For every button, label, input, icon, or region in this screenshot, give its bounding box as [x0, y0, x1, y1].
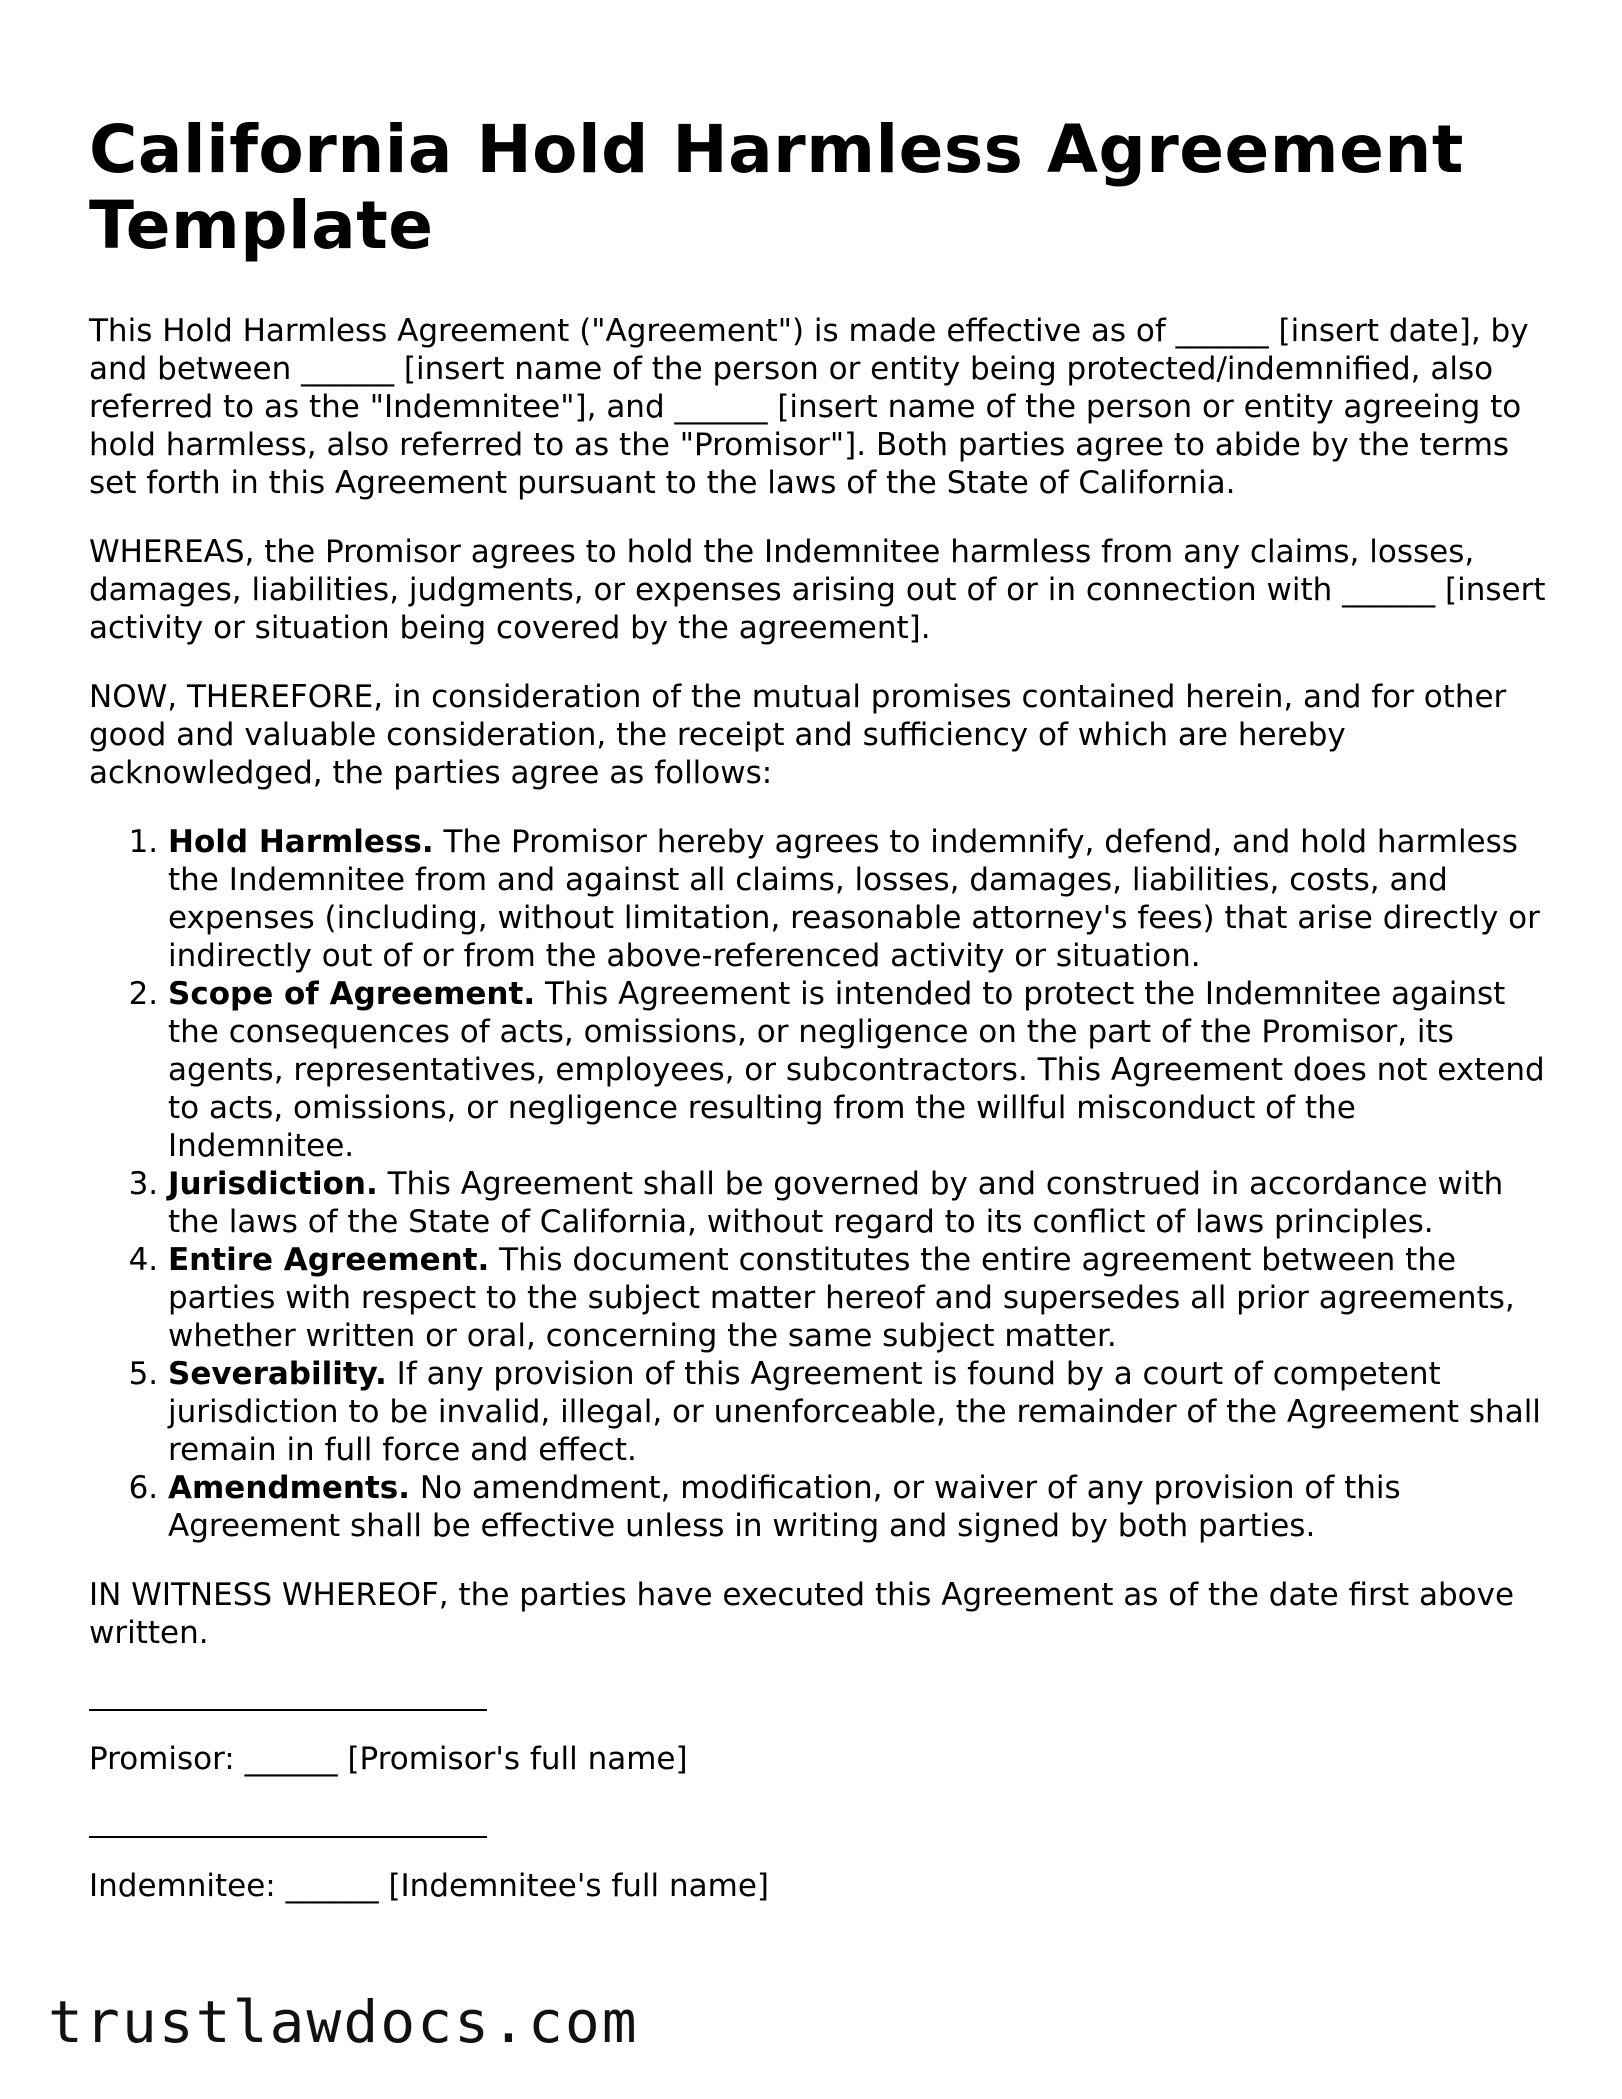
term-text: This document constitutes the entire agreement between the parties with respect to the subject matter hereof and supersedes all prior agreements, whether written or oral, concerning the same subject matter.	[168, 1242, 1515, 1354]
term-item-scope	[168, 975, 1549, 1165]
term-text: The Promisor hereby agrees to indemnify, defend, and hold harmless the Indemnitee from and against all claims, losses, damages, liabilities, costs, and expenses (including, without limitation, reasonable attorney's fees) that arise directly or indirectly out of or from the above-referenced activity or situation.	[168, 824, 1540, 974]
term-text: If any provision of this Agreement is found by a court of competent jurisdiction to be invalid, illegal, or unenforceable, the remainder of the Agreement shall remain in full force and effect.	[168, 1356, 1541, 1468]
page-title: California Hold Harmless Agreement Template	[89, 111, 1464, 264]
promisor-signature-line	[89, 1709, 487, 1711]
term-item-jurisdiction	[168, 1165, 1549, 1241]
term-text: No amendment, modification, or waiver of any provision of this Agreement shall be effective unless in writing and signed by both parties.	[168, 1470, 1401, 1544]
now-therefore-paragraph: NOW, THEREFORE, in consideration of the mutual promises contained herein, and for other good and valuable consideration, the receipt and sufficiency of which are hereby acknowledged, the parties agree as follows:	[89, 679, 1507, 791]
term-heading: Jurisdiction.	[168, 1166, 378, 1202]
term-item-hold-harmless	[168, 823, 1549, 975]
document-page	[89, 112, 1549, 1905]
footer-watermark: trustlawdocs.com	[48, 1988, 639, 2056]
indemnitee-signature-line	[89, 1836, 487, 1838]
term-heading: Scope of Agreement.	[168, 976, 536, 1012]
witness-paragraph: IN WITNESS WHEREOF, the parties have executed this Agreement as of the date first above written.	[89, 1577, 1515, 1651]
whereas-paragraph: WHEREAS, the Promisor agrees to hold the Indemnitee harmless from any claims, losses, damages, liabilities, judgments, or expenses arising out of or in connection with ______ [insert activity or situation being covered by the agreement].	[89, 534, 1546, 646]
term-text: This Agreement is intended to protect the Indemnitee against the consequences of acts, omissions, or negligence on the part of the Promisor, its agents, representatives, employees, or subcontractors. This Agreement does not extend to acts, omissions, or negligence resulting from the willful misconduct of the Indemnitee.	[168, 976, 1545, 1164]
intro-paragraph: This Hold Harmless Agreement ("Agreement") is made effective as of ______ [insert date], by and between ______ [insert name of the person or entity being protected/indemnified, also referred to as the "Indemnitee"], and ______ [insert name of the person or entity agreeing to hold harmless, also referred to as the "Promisor"]. Both parties agree to abide by the terms set forth in this Agreement pursuant to the laws of the State of California.	[89, 313, 1529, 501]
term-heading: Entire Agreement.	[168, 1242, 490, 1278]
term-text: This Agreement shall be governed by and construed in accordance with the laws of the State of California, without regard to its conflict of laws principles.	[168, 1166, 1504, 1240]
term-item-entire-agreement	[168, 1241, 1549, 1355]
term-heading: Hold Harmless.	[168, 824, 434, 860]
term-heading: Amendments.	[168, 1470, 411, 1506]
term-heading: Severability.	[168, 1356, 387, 1392]
promisor-signature-caption: Promisor: ______ [Promisor's full name]	[89, 1741, 688, 1777]
term-item-severability	[168, 1355, 1549, 1469]
terms-list	[89, 823, 1549, 1545]
term-item-amendments	[168, 1469, 1549, 1545]
indemnitee-signature-caption: Indemnitee: ______ [Indemnitee's full name]	[89, 1868, 770, 1904]
